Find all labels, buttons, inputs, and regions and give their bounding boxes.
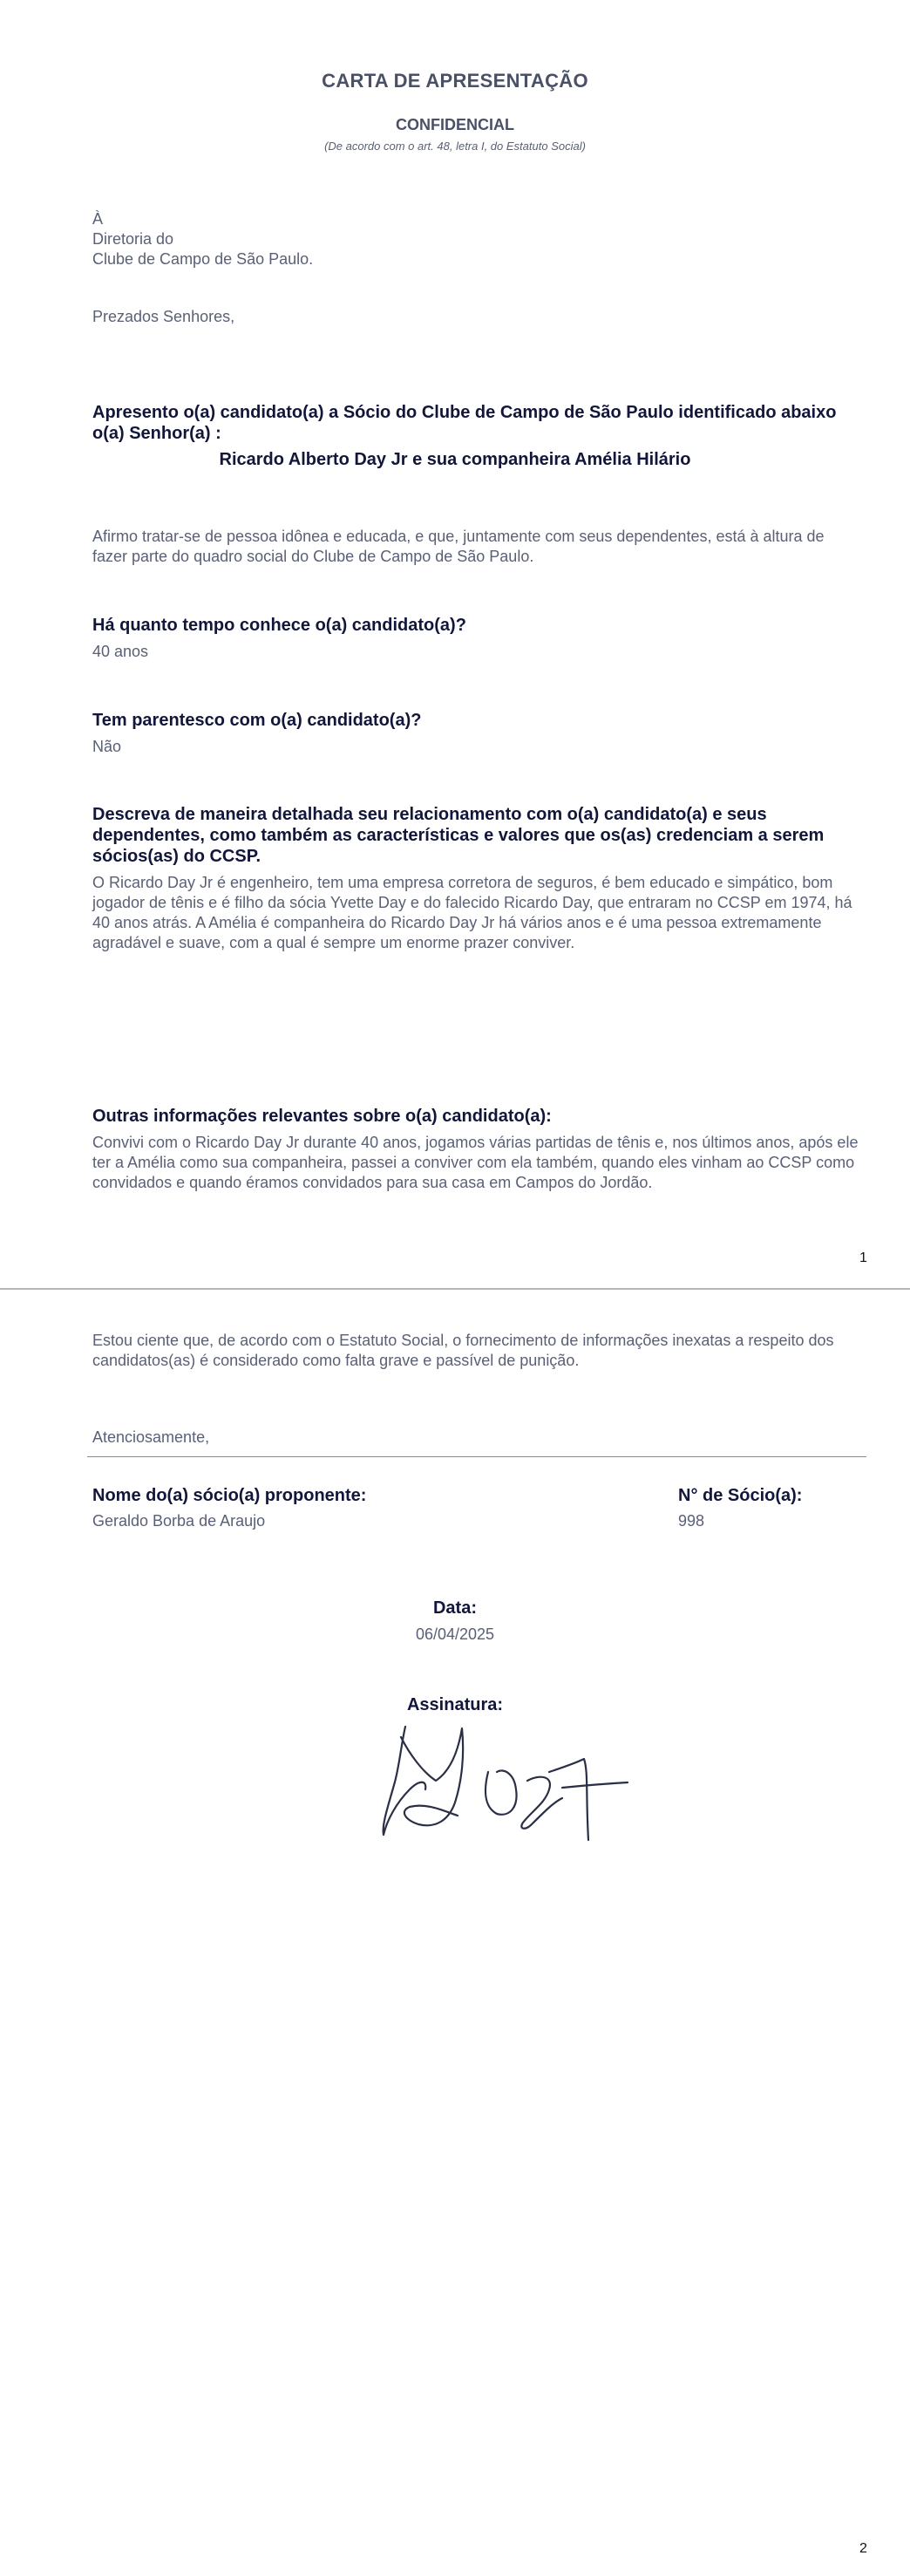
recipient-line-1: À: [92, 210, 104, 228]
statute-note: (De acordo com o art. 48, letra I, do Estatuto Social): [324, 140, 586, 153]
member-number-label: N° de Sócio(a):: [678, 1486, 803, 1505]
affirmation-text: Afirmo tratar-se de pessoa idônea e educada, e que, juntamente com seus dependentes, está à altura de fazer parte do quadro social do Clube de Campo de São Paulo.: [92, 528, 825, 565]
document-title: CARTA DE APRESENTAÇÃO: [322, 70, 588, 92]
recipient-line-3: Clube de Campo de São Paulo.: [92, 250, 314, 268]
question-3-label: Descreva de maneira detalhada seu relacionamento com o(a) candidato(a) e seus dependentes, como também as características e valores que os(as) credenciam a serem sócios(as) do CCSP.: [92, 805, 825, 866]
question-1-label: Há quanto tempo conhece o(a) candidato(a)?: [92, 616, 466, 635]
question-2-answer: Não: [92, 738, 122, 755]
proponent-name-label: Nome do(a) sócio(a) proponente:: [92, 1486, 367, 1505]
signature-label: Assinatura:: [406, 1695, 504, 1714]
page-number-1: 1: [859, 1251, 867, 1265]
intro-text: Apresento o(a) candidato(a) a Sócio do Clube de Campo de São Paulo identificado abaixo o(a) Senhor(a) :: [92, 403, 837, 443]
page-separator: [0, 1288, 910, 1290]
proponent-name-value: Geraldo Borba de Araujo: [92, 1512, 266, 1530]
recipient-block: [92, 209, 859, 269]
closing-text: Atenciosamente,: [92, 1428, 210, 1446]
question-4-answer: Convivi com o Ricardo Day Jr durante 40 anos, jogamos várias partidas de tênis e, nos últimos anos, após ele ter a Amélia como sua companheira, passei a conviver com ela também, quando eles vinham ao CCSP como convidados e quando éramos convidados para sua casa em Campos do Jordão.: [92, 1134, 859, 1191]
candidate-name: Ricardo Alberto Day Jr e sua companheira Amélia Hilário: [219, 450, 691, 469]
date-value: 06/04/2025: [415, 1625, 495, 1643]
statement-text: Estou ciente que, de acordo com o Estatuto Social, o fornecimento de informações inexatas a respeito dos candidatos(as) é considerado como falta grave e passível de punição.: [92, 1332, 834, 1369]
greeting: Prezados Senhores,: [92, 308, 235, 325]
divider-line: [87, 1456, 866, 1457]
confidential-label: CONFIDENCIAL: [396, 116, 514, 133]
signature-image: [375, 1720, 636, 1842]
date-label: Data:: [432, 1598, 477, 1618]
member-number-value: 998: [678, 1512, 705, 1530]
question-1-answer: 40 anos: [92, 643, 149, 660]
recipient-line-2: Diretoria do: [92, 230, 174, 248]
question-4-label: Outras informações relevantes sobre o(a) candidato(a):: [92, 1107, 552, 1126]
question-2-label: Tem parentesco com o(a) candidato(a)?: [92, 711, 422, 730]
page-number-2: 2: [859, 2541, 867, 2556]
question-3-answer: O Ricardo Day Jr é engenheiro, tem uma empresa corretora de seguros, é bem educado e simpático, bom jogador de tênis e é filho da sócia Yvette Day e do falecido Ricardo Day, que entraram no CCSP em 1974, há 40 anos atrás. A Amélia é companheira do Ricardo Day Jr há vários anos e é uma pessoa extremamente agradável e suave, com a qual é sempre um enorme prazer conviver.: [92, 874, 852, 951]
